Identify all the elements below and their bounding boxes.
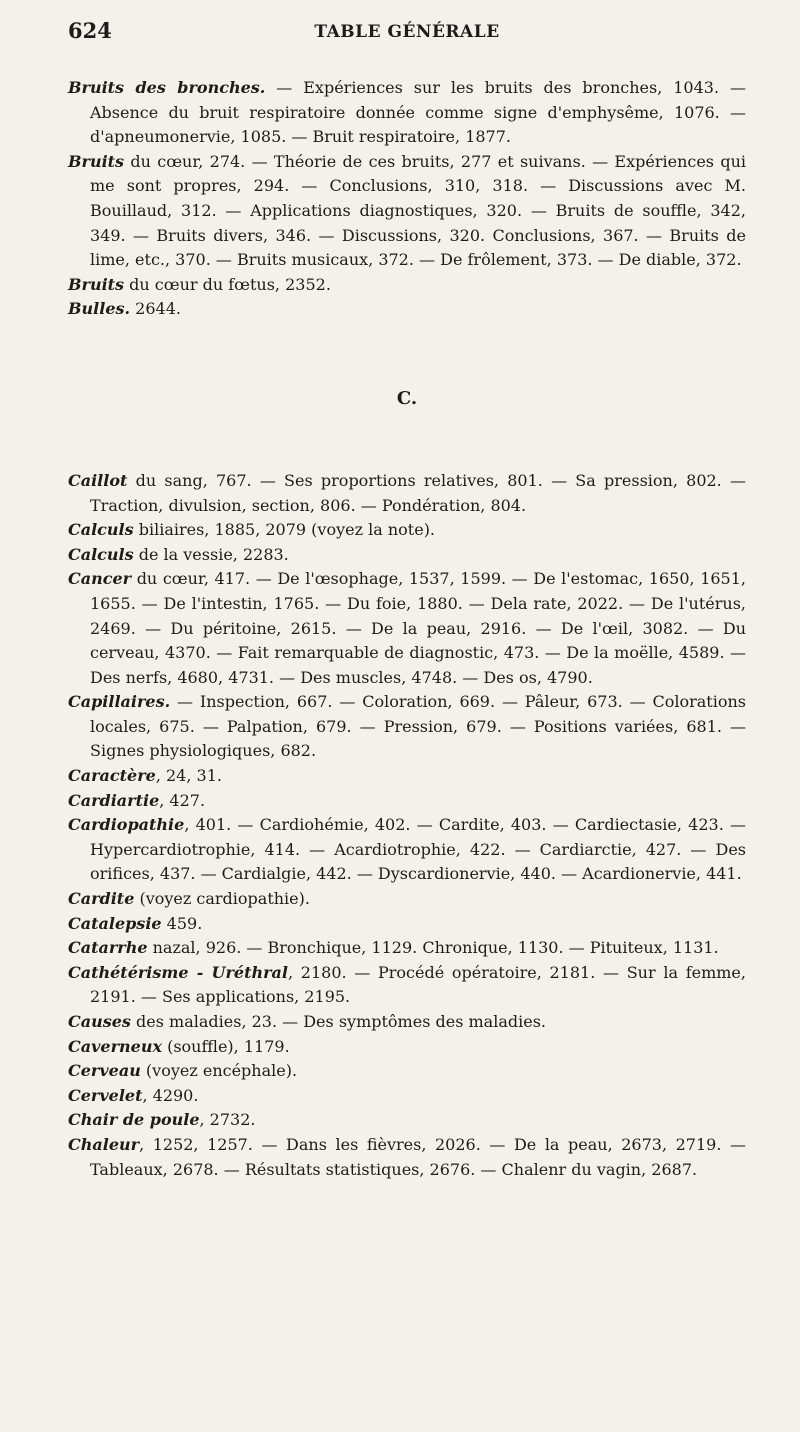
entry-term: Caractère — [68, 766, 156, 786]
index-entry — [68, 961, 746, 1010]
entry-text: , 2180. — Procédé opératoire, 2181. — Sur la femme, 2191. — Ses applications, 2195. — [90, 962, 746, 1007]
index-entry — [68, 1133, 746, 1182]
page-number: 624 — [68, 18, 112, 43]
index-entry — [68, 912, 746, 937]
entry-term: Cardiopathie — [68, 815, 185, 835]
entry-term: Cardiartie — [68, 790, 160, 810]
entry-term: Chair de poule — [68, 1110, 200, 1130]
page-header — [68, 18, 746, 58]
entry-text: , 1252, 1257. — Dans les fièvres, 2026. — De la peau, 2673, 2719. — Tableaux, 2678. — Résultats statistiques, 2676. — Chalenr du vagin, 2687. — [90, 1134, 746, 1179]
entry-text: (souffle), 1179. — [162, 1036, 290, 1056]
index-entry — [68, 1035, 746, 1060]
entry-text: 459. — [161, 913, 203, 933]
index-entry — [68, 469, 746, 518]
entry-term: Bruits des bronches. — [68, 78, 266, 97]
entry-text: , 401. — Cardiohémie, 402. — Cardite, 403. — Cardiectasie, 423. — Hypercardiotrophie, 414. — Acardiotrophie, 422. — Cardiarctie, 427. — Des orifices, 437. — Cardialgie, 442. — Dyscardionervie, 440. — Acardionervie, 441. — [90, 815, 746, 884]
entry-text: du cœur, 274. — Théorie de ces bruits, 277 et suivans. — Expériences qui me sont propres, 294. — Conclusions, 310, 318. — Discussions avec M. Bouillaud, 312. — Applications diagnostiques, 320. — Bruits de souffle, 342, 349. — Bruits divers, 346. — Discussions, 320. Conclusions, 367. — Bruits de lime, etc., 370. — Bruits musicaux, 372. — De frôlement, 373. — De diable, 372. — [90, 151, 746, 270]
entry-text: (voyez cardiopathie). — [134, 889, 310, 909]
index-entry — [68, 543, 746, 568]
index-entry — [68, 764, 746, 789]
entry-term: Bulles. — [68, 299, 131, 319]
entry-text: — Expériences sur les bruits des bronches, 1043. — Absence du bruit respiratoire donnée comme signe d'emphysême, 1076. — d'apneumonervie, 1085. — Bruit respiratoire, 1877. — [90, 78, 746, 147]
entry-text: nazal, 926. — Bronchique, 1129. Chronique, 1130. — Pituiteux, 1131. — [147, 938, 719, 958]
entry-term: Caverneux — [68, 1036, 162, 1056]
index-entries-b — [68, 76, 746, 322]
entry-term: Calculs — [68, 544, 134, 564]
entry-term: Bruits — [68, 151, 125, 171]
entry-term: Causes — [68, 1012, 131, 1031]
index-entry — [68, 150, 746, 273]
entry-text: du cœur, 417. — De l'œsophage, 1537, 1599. — De l'estomac, 1650, 1651, 1655. — De l'intestin, 1765. — Du foie, 1880. — Dela rate, 2022. — De l'utérus, 2469. — Du péritoine, 2615. — De la peau, 2916. — De l'œil, 3082. — Du cerveau, 4370. — Fait remarquable de diagnostic, 473. — De la moëlle, 4589. — Des nerfs, 4680, 4731. — Des muscles, 4748. — Des os, 4790. — [90, 569, 746, 687]
entry-term: Caillot — [68, 470, 128, 490]
entry-term: Chaleur — [68, 1134, 140, 1154]
index-entry — [68, 936, 746, 961]
index-entry — [68, 518, 746, 543]
entry-text: , 427. — [159, 790, 206, 810]
entry-text: , 2732. — [199, 1110, 256, 1130]
index-entry — [68, 813, 746, 887]
entry-term: Cathétérisme - Uréthral — [68, 962, 288, 982]
entry-term: Catalepsie — [68, 913, 162, 933]
entry-term: Cancer — [68, 569, 132, 589]
entry-text: du cœur du fœtus, 2352. — [124, 274, 331, 294]
entry-text: , 24, 31. — [155, 766, 222, 786]
index-entry — [68, 567, 746, 690]
entry-text: , 4290. — [142, 1085, 199, 1105]
index-entry — [68, 789, 746, 814]
index-entries-c — [68, 469, 746, 1182]
entry-term: Catarrhe — [68, 938, 148, 958]
section-letter: C. — [396, 387, 418, 409]
entry-term: Bruits — [68, 274, 125, 294]
entry-text: 2644. — [130, 299, 181, 319]
entry-text: des maladies, 23. — Des symptômes des maladies. — [130, 1012, 546, 1031]
entry-text: (voyez encéphale). — [140, 1061, 298, 1081]
entry-term: Cardite — [68, 889, 135, 909]
entry-text: biliaires, 1885, 2079 (voyez la note). — [133, 520, 436, 540]
index-entry — [68, 297, 746, 322]
index-entry — [68, 690, 746, 764]
entry-text: du sang, 767. — Ses proportions relatives, 801. — Sa pression, 802. — Traction, divulsion, section, 806. — Pondération, 804. — [90, 470, 746, 515]
running-title: TABLE GÉNÉRALE — [314, 22, 500, 42]
entry-term: Cerveau — [68, 1061, 141, 1081]
entry-text: — Inspection, 667. — Coloration, 669. — Pâleur, 673. — Colorations locales, 675. — Palpation, 679. — Pression, 679. — Positions variées, 681. — Signes physiologiques, 682. — [90, 692, 746, 761]
index-entry — [68, 273, 746, 298]
index-entry — [68, 1010, 746, 1035]
index-entry — [68, 76, 746, 150]
index-entry — [68, 1059, 746, 1084]
entry-text: de la vessie, 2283. — [133, 544, 289, 564]
entry-term: Calculs — [68, 520, 134, 540]
entry-term: Cervelet — [68, 1085, 143, 1105]
index-entry — [68, 1108, 746, 1133]
index-entry — [68, 1084, 746, 1109]
entry-term: Capillaires. — [68, 692, 171, 712]
index-entry — [68, 887, 746, 912]
